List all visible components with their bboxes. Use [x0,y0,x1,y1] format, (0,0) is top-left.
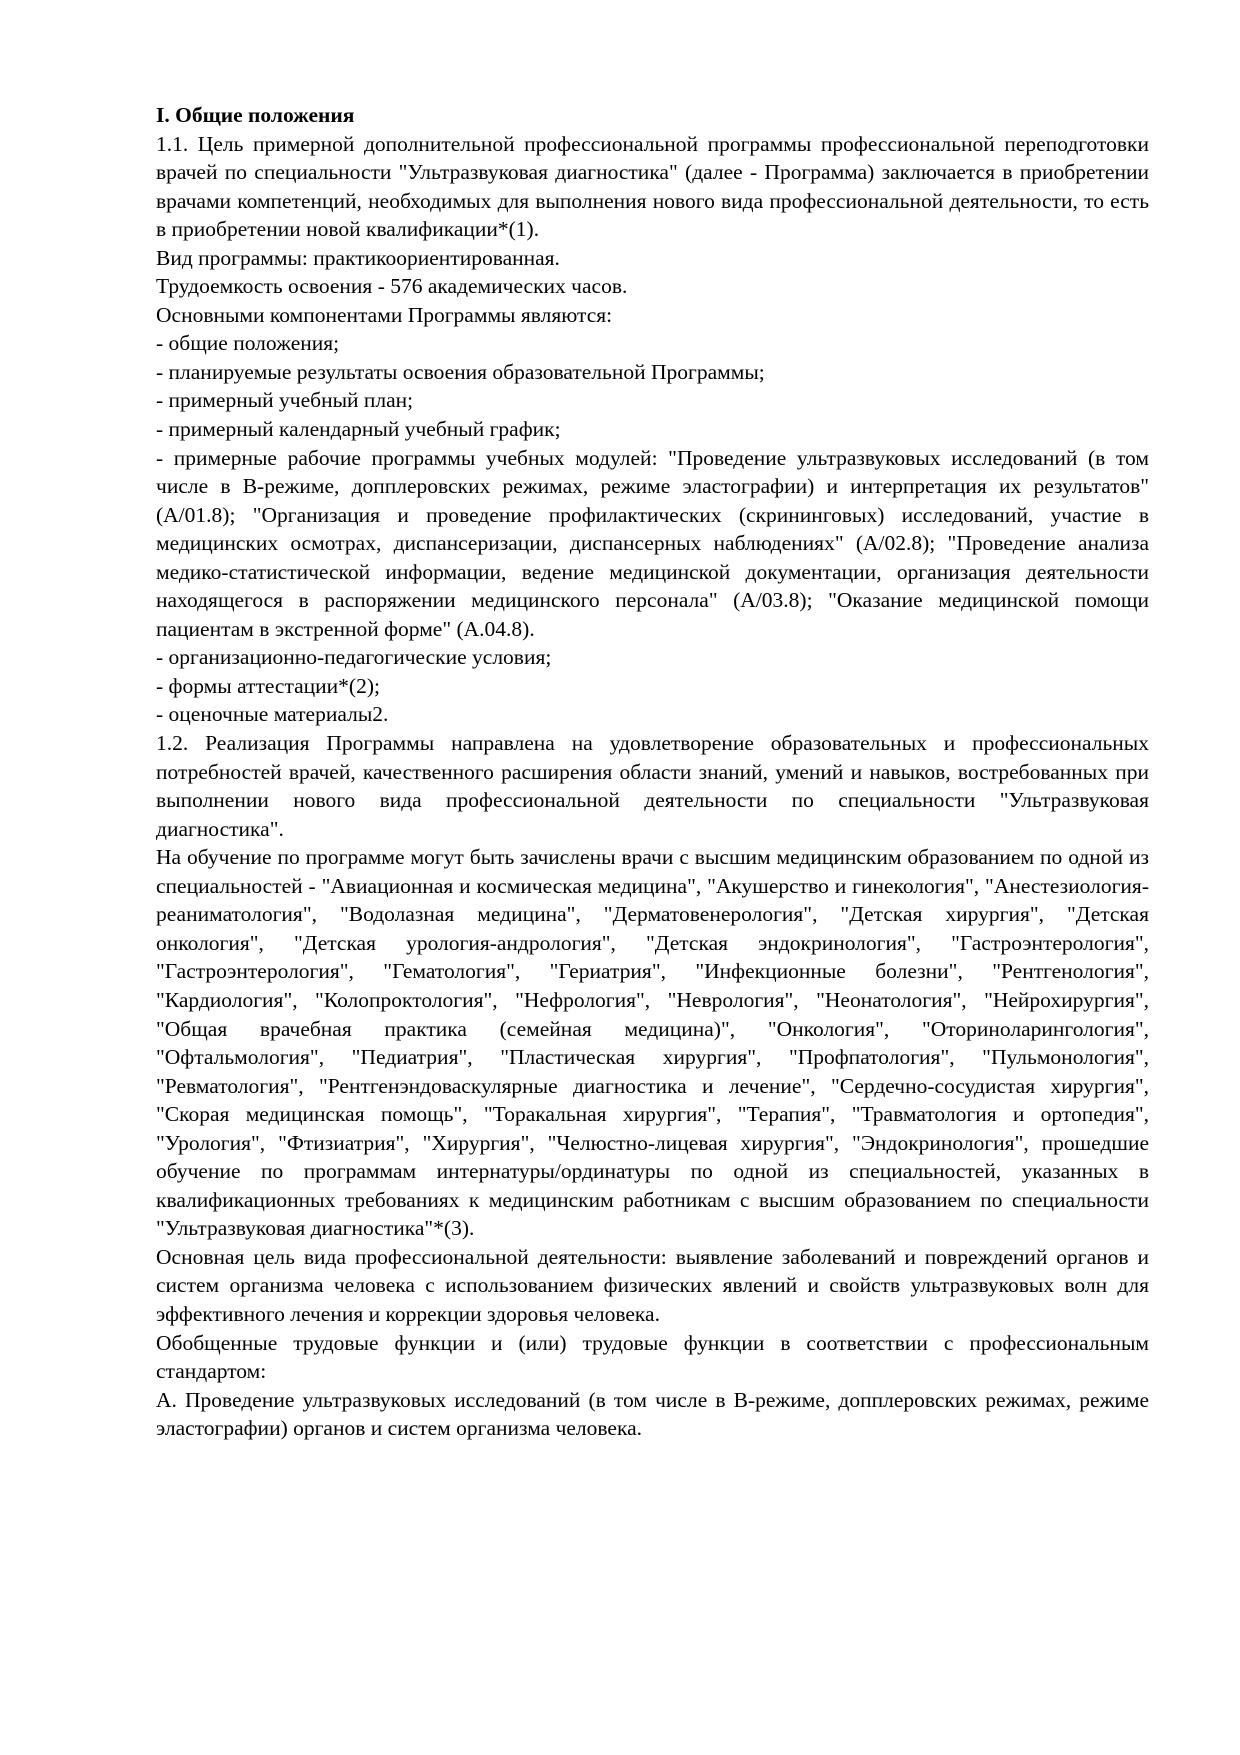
paragraph-function-a: А. Проведение ультразвуковых исследований (в том числе в B-режиме, допплеровских режимах, режиме эластографии) органов и систем организма человека. [156,1387,1149,1441]
paragraph-components-intro: Основными компонентами Программы являются: [156,302,613,327]
list-item-planned-results: - планируемые результаты освоения образовательной Программы; [156,359,765,384]
paragraph-admission-specialties: На обучение по программе могут быть зачислены врачи с высшим медицинским образованием по одной из специальностей - "Авиационная и космическая медицина", "Акушерство и гинекология", "Анестезиология-реаниматология", "Водолазная медицина", "Дерматовенерология", "Детская хирургия", "Детская онкология", "Детская урология-андрология", "Детская эндокринология", "Гастроэнтерология", "Гастроэнтерология", "Гематология", "Гериатрия", "Инфекционные болезни", "Рентгенология", "Кардиология", "Колопроктология", "Нефрология", "Неврология", "Неонатология", "Нейрохирургия", "Общая врачебная практика (семейная медицина)", "Онкология", "Оториноларингология", "Офтальмология", "Педиатрия", "Пластическая хирургия", "Профпатология", "Пульмонология", "Ревматология", "Рентгенэндоваскулярные диагностика и лечение", "Сердечно-сосудистая хирургия", "Скорая медицинская помощь", "Торакальная хирургия", "Терапия", "Травматология и ортопедия", "Урология", "Фтизиатрия", "Хирургия", "Челюстно-лицевая хирургия", "Эндокринология", прошедшие обучение по программам интернатуры/ординатуры по одной из специальностей, указанных в квалификационных требованиях к медицинским работникам с высшим образованием по специальности "Ультразвуковая диагностика"*(3). [156,845,1149,1241]
paragraph-program-implementation: 1.2. Реализация Программы направлена на удовлетворение образовательных и профессиональных потребностей врачей, качественного расширения области знаний, умений и навыков, востребованных при выполнении нового вида профессиональной деятельности по специальности "Ультразвуковая диагностика". [156,731,1149,841]
list-item-attestation-forms: - формы аттестации*(2); [156,673,380,698]
list-item-general-provisions: - общие положения; [156,331,340,356]
paragraph-program-goal: 1.1. Цель примерной дополнительной профессиональной программы профессиональной переподготовки врачей по специальности "Ультразвуковая диагностика" (далее - Программа) заключается в приобретении врачами компетенций, необходимых для выполнения нового вида профессиональной деятельности, то есть в приобретении новой квалификации*(1). [156,131,1149,242]
list-item-assessment-materials: - оценочные материалы2. [156,702,389,727]
paragraph-program-type: Вид программы: практикоориентированная. [156,245,560,270]
paragraph-labor-functions-intro: Обобщенные трудовые функции и (или) трудовые функции в соответствии с профессиональным стандартом: [156,1330,1149,1384]
list-item-module-programs: - примерные рабочие программы учебных модулей: "Проведение ультразвуковых исследований (в том числе в B-режиме, допплеровских режимах, режиме эластографии) и интерпретация их результатов" (А/01.8); "Организация и проведение профилактических (скрининговых) исследований, участие в медицинских осмотрах, диспансеризации, диспансерных наблюдениях" (А/02.8); "Проведение анализа медико-статистической информации, ведение медицинской документации, организация деятельности находящегося в распоряжении медицинского персонала" (А/03.8); "Оказание медицинской помощи пациентам в экстренной форме" (А.04.8). [156,445,1149,641]
list-item-curriculum-plan: - примерный учебный план; [156,388,414,413]
paragraph-workload: Трудоемкость освоения - 576 академических часов. [156,274,628,299]
section-heading: I. Общие положения [156,103,355,127]
list-item-org-pedagogical-conditions: - организационно-педагогические условия; [156,645,552,670]
list-item-calendar-schedule: - примерный календарный учебный график; [156,417,561,442]
paragraph-main-activity-goal: Основная цель вида профессиональной деятельности: выявление заболеваний и повреждений органов и систем организма человека с использованием физических явлений и свойств ультразвуковых волн для эффективного лечения и коррекции здоровья человека. [156,1244,1149,1326]
document-page [156,101,1149,1443]
